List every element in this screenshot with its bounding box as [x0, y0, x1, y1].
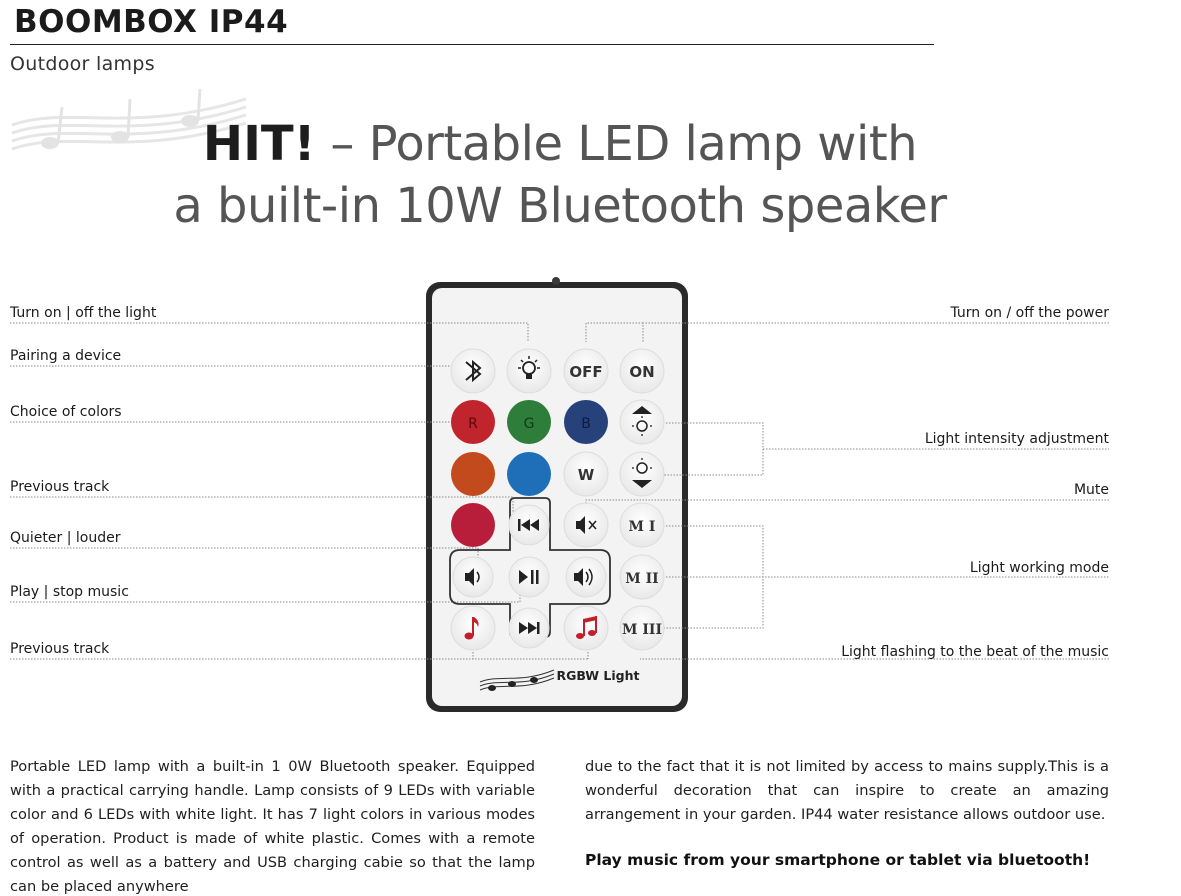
label-light-flashing: Light flashing to the beat of the music: [841, 644, 1109, 660]
label-play-stop-music: Play | stop music: [10, 584, 129, 600]
brightness-down-button[interactable]: [620, 452, 664, 496]
description-right: due to the fact that it is not limited by access to mains supply.This is a wonderful decoration that can inspire to create an amazing arrangement in your garden. IP44 water resistance allows outdoor use.: [585, 758, 1109, 823]
brand-label: RGBW Light: [556, 668, 640, 683]
play-pause-button[interactable]: [509, 557, 549, 597]
headline-line-1: [0, 116, 1120, 172]
title-divider: [10, 44, 934, 45]
r-label: R: [468, 416, 478, 432]
label-pairing-device: Pairing a device: [10, 348, 122, 364]
g-label: G: [523, 416, 535, 432]
off-button[interactable]: [564, 349, 608, 393]
next-track-button[interactable]: [509, 608, 549, 648]
tagline: Play music from your smartphone or tablet via bluetooth!: [585, 851, 1091, 869]
light-toggle-button[interactable]: [507, 349, 551, 393]
volume-down-button[interactable]: [453, 557, 493, 597]
m3-label: M III: [621, 622, 663, 638]
blue-button[interactable]: [564, 400, 608, 444]
red-button[interactable]: [451, 400, 495, 444]
headline-line2-text: a built-in 10W Bluetooth speaker: [173, 178, 947, 234]
label-mute: Mute: [1073, 482, 1109, 498]
cyan-button[interactable]: [507, 452, 551, 496]
volume-up-button[interactable]: [566, 557, 606, 597]
headline-line1-text: Portable LED lamp with: [368, 116, 918, 172]
description-left: Portable LED lamp with a built-in 1 0W Bluetooth speaker. Equipped with a practical carrying handle. Lamp consists of 9 LEDs with variable color and 6 LEDs with white light. It has 7 light colors in various modes of operation. Product is made of white plastic. Comes with a remote control as well as a battery and USB charging cabie so that the lamp can be placed anywhere: [10, 758, 535, 895]
headline-line-2: [0, 178, 1120, 234]
green-button[interactable]: [507, 400, 551, 444]
product-title: BOOMBOX IP44: [14, 4, 289, 40]
previous-track-button[interactable]: [509, 505, 549, 545]
mode-3-button[interactable]: [620, 606, 664, 650]
on-button[interactable]: [620, 349, 664, 393]
brightness-up-button[interactable]: [620, 400, 664, 444]
off-label: OFF: [569, 363, 603, 381]
category-subtitle: Outdoor lamps: [10, 53, 155, 75]
w-label: W: [577, 466, 595, 484]
label-choice-of-colors: Choice of colors: [10, 404, 122, 420]
label-light-working-mode: Light working mode: [969, 560, 1109, 576]
crimson-button[interactable]: [451, 503, 495, 547]
label-previous-track: Previous track: [10, 479, 110, 495]
label-quieter-louder: Quieter | louder: [10, 530, 121, 546]
m1-label: M I: [628, 519, 656, 535]
mute-button[interactable]: [564, 503, 608, 547]
b-label: B: [581, 416, 591, 432]
label-turn-on-off-power: Turn on / off the power: [950, 305, 1109, 321]
m2-label: M II: [625, 571, 659, 587]
on-label: ON: [629, 363, 655, 381]
headline-dash: –: [315, 116, 369, 172]
label-light-intensity: Light intensity adjustment: [924, 431, 1109, 447]
mode-1-button[interactable]: [620, 503, 664, 547]
music-sync-2-button[interactable]: [564, 606, 608, 650]
white-button[interactable]: [564, 452, 608, 496]
orange-button[interactable]: [451, 452, 495, 496]
headline-hit: HIT!: [202, 116, 316, 172]
label-turn-on-off-light: Turn on | off the light: [10, 305, 157, 321]
mode-2-button[interactable]: [620, 555, 664, 599]
label-previous-track-2: Previous track: [10, 641, 110, 657]
music-sync-button[interactable]: [451, 606, 495, 650]
bluetooth-button[interactable]: [451, 349, 495, 393]
